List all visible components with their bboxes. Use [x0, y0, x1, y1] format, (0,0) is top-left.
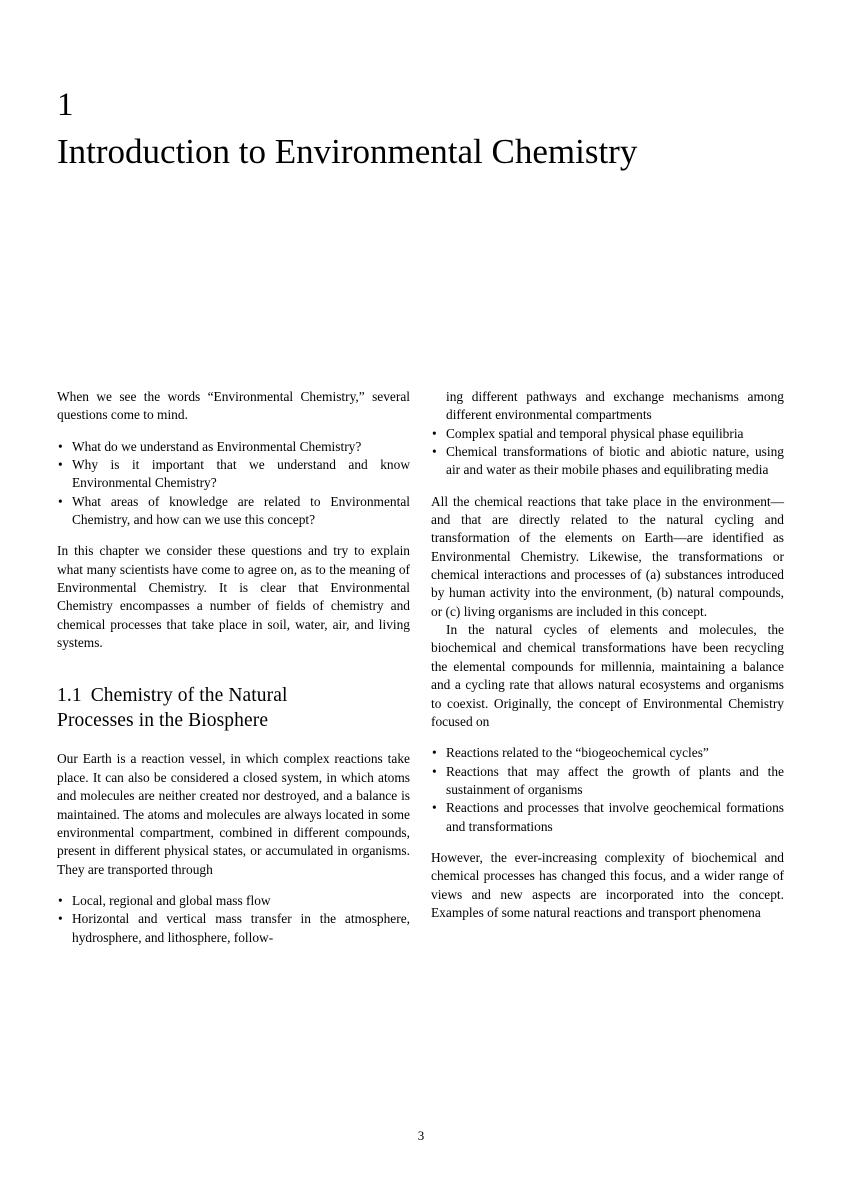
list-item: [431, 425, 784, 443]
list-item: [431, 443, 784, 480]
list-item: [57, 438, 410, 456]
bullet-icon: •: [432, 800, 437, 816]
bullet-icon: •: [58, 457, 63, 473]
list-item-label: Reactions and processes that involve geochemical formations and transformations: [446, 800, 784, 834]
section-number: 1.1: [57, 685, 82, 707]
chapter-title: Introduction to Environmental Chemistry: [57, 132, 638, 171]
cycles-paragraph: In the natural cycles of elements and molecules, the biochemical and chemical transformations have been recycling the elemental compounds for millennia, maintaining a balance and a cycling rate that allows natural ecosystems and organisms to coexist. Originally, the concept of Environmental Chemistry focused on: [431, 622, 784, 729]
list-item: [57, 493, 410, 530]
bullet-icon: •: [432, 763, 437, 779]
list-item-label: Complex spatial and temporal physical phase equilibria: [446, 425, 744, 441]
section-heading: [57, 683, 410, 708]
focus-bullet-list: [431, 744, 784, 836]
transport-bullet-list: [57, 892, 410, 947]
bullet-icon: •: [432, 444, 437, 460]
bullet-icon: •: [58, 438, 63, 454]
list-item-label: Chemical transformations of biotic and abiotic nature, using air and water as their mobile phases and equilibrating media: [446, 444, 784, 478]
list-item-label: Reactions related to the “biogeochemical cycles”: [446, 745, 709, 761]
list-item-label: What areas of knowledge are related to Environmental Chemistry, and how can we use this concept?: [72, 493, 410, 528]
bullet-icon: •: [432, 425, 437, 441]
section-title-line-2: Processes in the Biosphere: [57, 710, 269, 732]
list-item: [431, 763, 784, 800]
chapter-header: [57, 86, 787, 173]
list-item-label: What do we understand as Environmental Chemistry?: [72, 438, 362, 454]
list-item-continuation: [431, 388, 784, 425]
section-heading-continuation: [57, 708, 410, 733]
earth-paragraph: Our Earth is a reaction vessel, in which complex reactions take place. It can also be considered a closed system, in which atoms and molecules are neither created nor destroyed, and a balance is maintained. The atoms and molecules are always located in some environmental compartment, combined in different compounds, present in different physical states, or accumulated in organisms. They are transported through: [57, 751, 410, 877]
left-column: [57, 388, 410, 947]
list-item: [57, 910, 410, 947]
right-column: [431, 388, 784, 947]
bullet-icon: •: [58, 911, 63, 927]
list-item: [431, 799, 784, 836]
section-title-line-1: Chemistry of the Natural: [90, 685, 288, 707]
list-item: [57, 456, 410, 493]
bullet-icon: •: [432, 745, 437, 761]
chapter-number: 1: [57, 87, 74, 123]
closing-paragraph: However, the ever-increasing complexity of biochemical and chemical processes has changed this focus, and a wider range of views and new aspects are incorporated into the concept. Examples of some natural reactions and transport phenomena: [431, 849, 784, 920]
definition-paragraph: All the chemical reactions that take place in the environment—and that are directly related to the natural cycling and transformation of the elements on Earth—are identified as Environmental Chemistry. Likewise, the transformations or chemical interactions and processes of (a) substances introduced by human activity into the environment, (b) natural compounds, or (c) living organisms are included in this concept.: [431, 493, 784, 619]
intro-paragraph: When we see the words “Environmental Chemistry,” several questions come to mind.: [57, 389, 410, 423]
list-item-label: Reactions that may affect the growth of plants and the sustainment of organisms: [446, 763, 784, 797]
question-bullet-list: [57, 438, 410, 530]
body-columns: [57, 388, 785, 947]
list-item-label: Horizontal and vertical mass transfer in the atmosphere, hydrosphere, and lithosphere, follow-: [72, 911, 410, 945]
bullet-icon: •: [58, 493, 63, 509]
list-item-label: Local, regional and global mass flow: [72, 892, 271, 908]
page-number: 3: [417, 1128, 425, 1143]
list-item: [57, 892, 410, 910]
list-item-label: Why is it important that we understand and know Environmental Chemistry?: [72, 457, 410, 491]
chapter-scope-paragraph: In this chapter we consider these questions and try to explain what many scientists have come to agree on, as to the meaning of Environmental Chemistry. It is clear that Environmental Chemistry encompasses a number of fields of chemistry and chemical processes that take place in soil, water, air, and living systems.: [57, 543, 410, 651]
list-item-label: ing different pathways and exchange mechanisms among different environmental compartments: [446, 389, 784, 423]
list-item: [431, 744, 784, 762]
section-heading-block: [57, 683, 410, 733]
process-bullet-list: [431, 388, 784, 480]
bullet-icon: •: [58, 892, 63, 908]
